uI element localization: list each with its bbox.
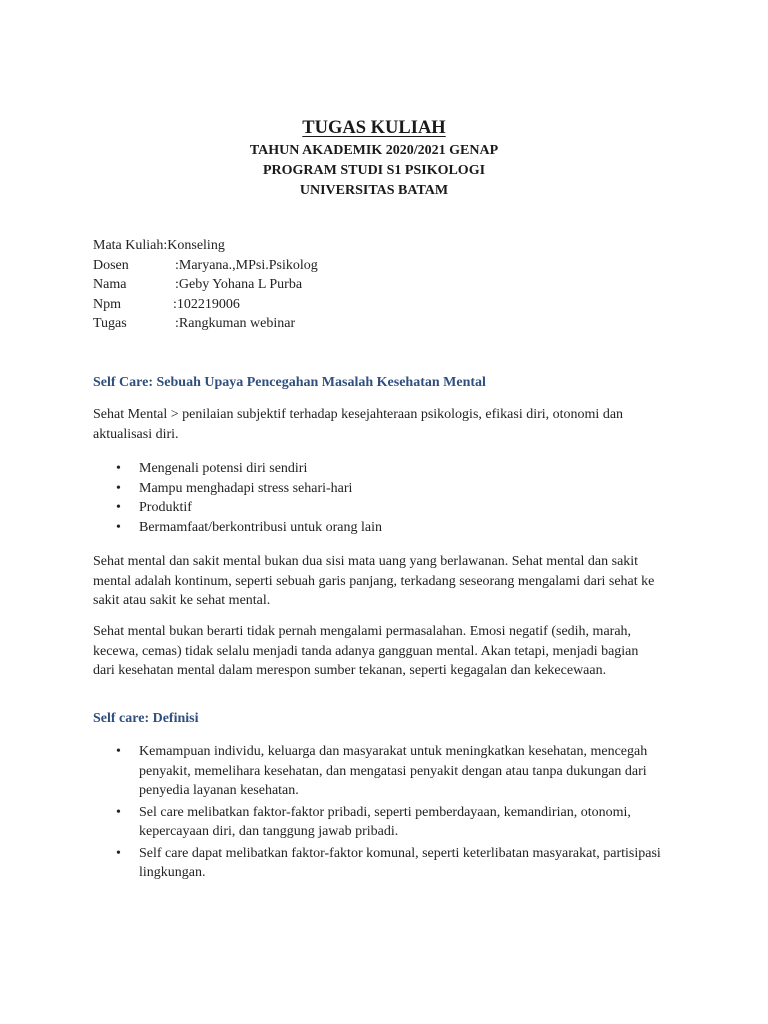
university-name: UNIVERSITAS BATAM — [299, 183, 449, 198]
assignment-info — [93, 236, 318, 334]
bullet-icon: • — [116, 845, 121, 861]
self-care-definition-list — [93, 742, 683, 883]
info-row-course — [93, 236, 318, 256]
info-row-name — [93, 275, 318, 295]
list-item: • Sel care melibatkan faktor-faktor pribadi, seperti pemberdayaan, kemandirian, otonomi, kepercayaan diri, dan tanggung jawab pribadi. — [116, 804, 631, 839]
info-row-lecturer — [93, 256, 318, 276]
bullet-icon: • — [116, 804, 121, 820]
info-value: 102219006 — [176, 296, 240, 312]
list-item: • Mengenali potensi diri sendiri — [93, 459, 683, 479]
list-item: • Kemampuan individu, keluarga dan masyarakat untuk meningkatkan kesehatan, mencegah penyakit, memelihara kesehatan, dan mengatasi penyakit dengan atau tanpa dukungan dari penyedia layanan kesehatan. — [116, 744, 648, 798]
info-label: Mata Kuliah — [93, 238, 164, 253]
study-program: PROGRAM STUDI S1 PSIKOLOGI — [262, 163, 486, 178]
paragraph-continuum: Sehat mental dan sakit mental bukan dua sisi mata uang yang berlawanan. Sehat mental dan sakit mental adalah kontinum, seperti sebuah garis panjang, terkadang seseorang mengalami dari sehat ke sakit atau sakit ke sehat mental. — [93, 554, 655, 608]
info-row-task — [93, 314, 318, 334]
info-label: Nama — [93, 277, 127, 292]
list-item: • Mampu menghadapi stress sehari-hari — [93, 479, 683, 499]
bullet-icon: • — [116, 480, 121, 496]
bullet-icon: • — [116, 519, 121, 535]
list-item: • Self care dapat melibatkan faktor-faktor komunal, seperti keterlibatan masyarakat, partisipasi lingkungan. — [116, 845, 661, 880]
info-separator: : — [175, 277, 179, 292]
info-separator: : — [173, 296, 177, 312]
section-heading-self-care: Self Care: Sebuah Upaya Pencegahan Masalah Kesehatan Mental — [93, 375, 486, 390]
bullet-icon: • — [116, 461, 121, 476]
info-separator: : — [163, 238, 168, 253]
info-value: Konseling — [167, 238, 225, 253]
list-item: • Produktif — [93, 498, 683, 518]
document-title: TUGAS KULIAH — [302, 118, 446, 138]
paragraph-negative-emotions: Sehat mental bukan berarti tidak pernah mengalami permasalahan. Emosi negatif (sedih, marah, kecewa, cemas) tidak selalu menjadi tanda adanya gangguan mental. Akan tetapi, menjadi bagian dari kesehatan mental dalam merespon sumber tekanan, seperti kegagalan dan kekecewaan. — [93, 624, 639, 678]
bullet-icon: • — [116, 744, 121, 759]
info-row-npm — [93, 295, 318, 315]
academic-year: TAHUN AKADEMIK 2020/2021 GENAP — [249, 143, 499, 158]
info-value: Geby Yohana L Purba — [178, 277, 303, 292]
list-item: • Bermamfaat/berkontribusi untuk orang lain — [93, 518, 683, 538]
section-heading-definition: Self care: Definisi — [93, 711, 199, 726]
info-value: Rangkuman webinar — [178, 316, 296, 331]
paragraph-mental-health-definition: Sehat Mental > penilaian subjektif terhadap kesejahteraan psikologis, efikasi diri, otonomi dan aktualisasi diri. — [93, 407, 624, 442]
info-label: Dosen — [93, 257, 129, 273]
bullet-icon: • — [116, 500, 121, 515]
info-separator: : — [175, 316, 179, 331]
mental-health-traits-list — [93, 459, 683, 537]
info-label: Npm — [93, 296, 121, 312]
info-value: Maryana.,MPsi.Psikolog — [178, 257, 318, 273]
info-separator: : — [175, 257, 179, 273]
info-label: Tugas — [93, 316, 127, 331]
